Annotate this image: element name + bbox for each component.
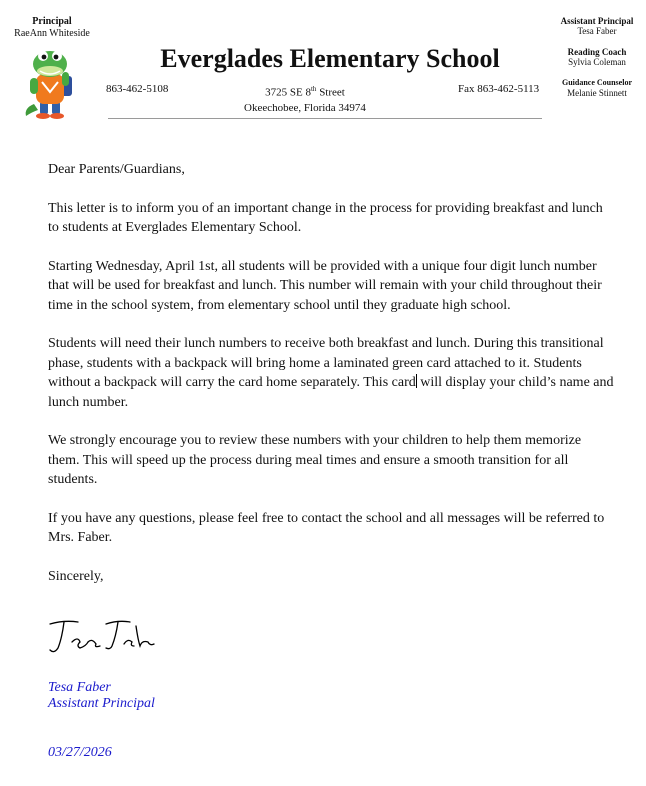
staff-reading-coach xyxy=(552,47,642,68)
signature-block xyxy=(48,680,155,712)
signer-name: Tesa Faber xyxy=(48,680,111,695)
fax-number: Fax 863-462-5113 xyxy=(458,83,540,95)
staff-role: Guidance Counselor xyxy=(561,78,632,87)
salutation: Dear Parents/Guardians, xyxy=(48,162,185,177)
signer-title: Assistant Principal xyxy=(48,696,155,711)
address-street-number: 3725 SE 8 xyxy=(265,86,311,99)
staff-block xyxy=(552,16,642,109)
letter-body[interactable] xyxy=(48,160,614,605)
address-line-1 xyxy=(236,82,374,101)
address-street-word: Street xyxy=(316,86,345,99)
paragraph: We strongly encourage you to review these numbers with your children to help them memorize them. This will speed up the process during meal times and ensure a smooth transition for all students. xyxy=(48,433,582,487)
staff-name: Sylvia Coleman xyxy=(568,57,626,67)
staff-name: Melanie Stinnett xyxy=(567,88,627,98)
principal-name: RaeAnn Whiteside xyxy=(14,28,90,39)
closing: Sincerely, xyxy=(48,568,104,584)
address-ordinal-suffix: th xyxy=(310,85,317,93)
staff-role: Assistant Principal xyxy=(560,16,634,26)
letter-date: 03/27/2026 xyxy=(48,745,112,760)
alligator-mascot-logo xyxy=(22,42,78,122)
paragraph xyxy=(48,334,614,412)
paragraph-text: will display your child’s name and lunch number. xyxy=(48,375,614,410)
principal-role: Principal xyxy=(32,16,72,27)
paragraph: If you have any questions, please feel free to contact the school and all messages will be referred to Mrs. Faber. xyxy=(48,510,605,545)
paragraph-text: Students will need their lunch numbers to receive both breakfast and lunch. During this transitional phase, students with a backpack will bring home a laminated green card attached to it. Students without a backpack will carry the card home separately. This card xyxy=(48,336,604,390)
school-name: Everglades Elementary School xyxy=(160,44,500,73)
staff-role: Reading Coach xyxy=(567,47,627,57)
principal-block xyxy=(0,16,104,39)
staff-assistant-principal xyxy=(552,16,642,37)
paragraph: Starting Wednesday, April 1st, all students will be provided with a unique four digit lunch number that will be used for breakfast and lunch. This number will remain with your child throughout their time in the school system, from elementary school until they graduate high school. xyxy=(48,258,602,313)
staff-name: Tesa Faber xyxy=(577,26,617,36)
paragraph: This letter is to inform you of an important change in the process for providing breakfast and lunch to students at Everglades Elementary School. xyxy=(48,200,603,235)
school-address xyxy=(236,82,374,116)
handwritten-signature xyxy=(44,612,164,662)
staff-guidance-counselor xyxy=(552,78,642,99)
address-line-2: Okeechobee, Florida 34974 xyxy=(244,101,366,114)
phone-number: 863-462-5108 xyxy=(106,83,169,95)
header-divider xyxy=(108,118,542,119)
